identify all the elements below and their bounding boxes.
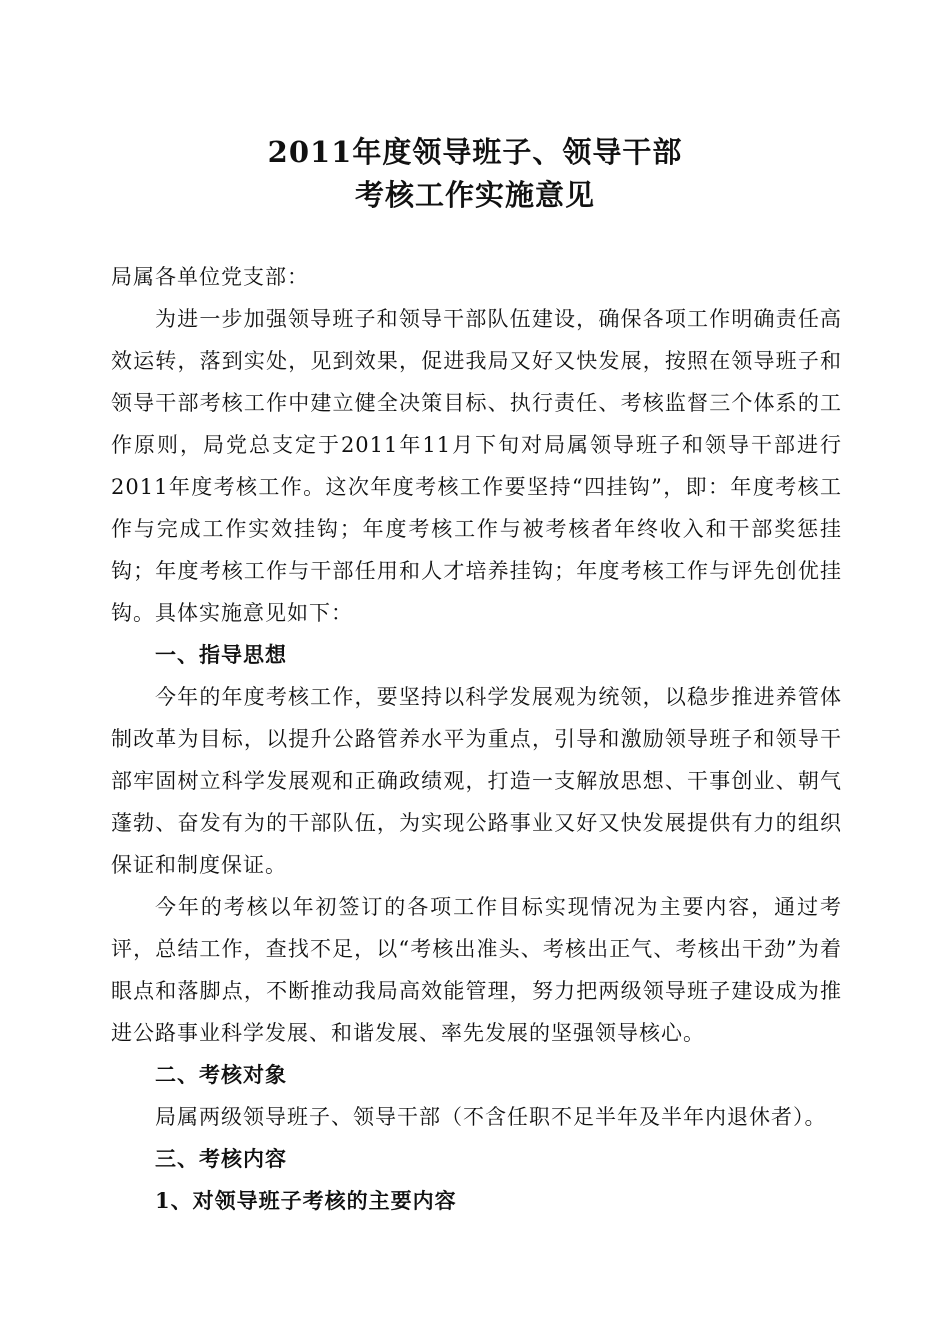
intro-paragraph: 为进一步加强领导班子和领导干部队伍建设，确保各项工作明确责任高效运转，落到实处，见到效果，促进我局又好又快发展，按照在领导班子和领导干部考核工作中建立健全决策目标、执行责任、考核监督三个体系的工作原则，局党总支定于2011年11月下旬对局属领导班子和领导干部进行2011年度考核工作。这次年度考核工作要坚持“四挂钩”，即：年度考核工作与完成工作实效挂钩；年度考核工作与被考核者年终收入和干部奖惩挂钩；年度考核工作与干部任用和人才培养挂钩；年度考核工作与评先创优挂钩。具体实施意见如下：: [111, 307, 842, 625]
section-heading-guiding-ideology: 一、指导思想: [155, 642, 287, 667]
paragraph-guiding-ideology-2: 今年的考核以年初签订的各项工作目标实现情况为主要内容，通过考评，总结工作，查找不足，以“考核出准头、考核出正气、考核出干劲”为着眼点和落脚点，不断推动我局高效能管理，努力把两级领导班子建设成为推进公路事业科学发展、和谐发展、率先发展的坚强领导核心。: [111, 895, 842, 1045]
document-title-line1: 2011年度领导班子、领导干部: [267, 135, 683, 169]
document-body: [111, 256, 842, 1222]
section-heading-assessment-content: 三、考核内容: [155, 1146, 287, 1171]
paragraph-guiding-ideology-1: 今年的年度考核工作，要坚持以科学发展观为统领，以稳步推进养管体制改革为目标，以提升公路管养水平为重点，引导和激励领导班子和领导干部牢固树立科学发展观和正确政绩观，打造一支解放思想、干事创业、朝气蓬勃、奋发有为的干部队伍，为实现公路事业又好又快发展提供有力的组织保证和制度保证。: [111, 685, 842, 877]
paragraph-assessment-targets: 局属两级领导班子、领导干部（不含任职不足半年及半年内退休者）。: [155, 1105, 827, 1129]
section-heading-assessment-targets: 二、考核对象: [155, 1062, 287, 1087]
document-title-line2: 考核工作实施意见: [354, 178, 595, 212]
subsection-heading-leadership-team: 1、对领导班子考核的主要内容: [155, 1188, 457, 1213]
salutation: 局属各单位党支部：: [111, 265, 309, 289]
